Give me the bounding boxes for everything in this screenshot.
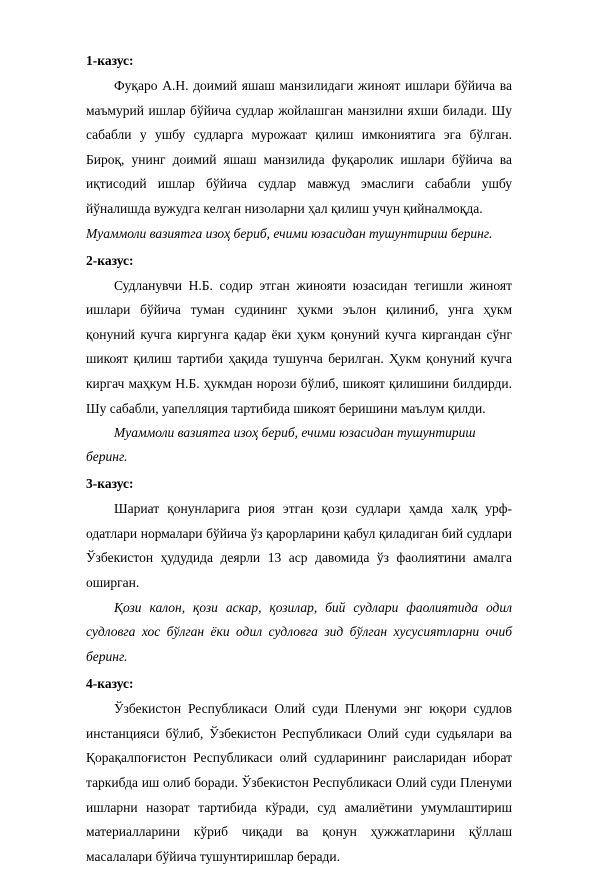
case-title: 3-казус: [86,476,134,492]
document-content [86,52,512,869]
case-2 [86,252,512,470]
case-task: Муаммоли вазиятга изоҳ бериб, ечими юзасидан тушунтириш беринг. [86,225,493,241]
case-3 [86,475,512,669]
case-body: Ўзбекистон Республикаси Олий суди Пленуми энг юқори судлов инстанцияси бўлиб, Ўзбекистон Республикаси Олий суди судьялари ва Қорақалпоғистон Республикаси олий судларининг раисларидан иборат таркибда иш олиб боради. Ўзбекистон Республикаси Олий суди Пленуми ишларни назорат тартибида кўради, суд амалиётини умумлаштириш материалларини кўриб чиқади ва қонун ҳужжатларини қўллаш масалалари бўйича тушунтиришлар беради. [86,701,512,864]
case-title: 1-казус: [86,53,134,68]
case-title: 2-казус: [86,252,134,268]
case-body: Шариат қонунларига риоя этган қози судлари ҳамда халқ урф-одатлари нормалари бўйича ўз қарорларини қабул қиладиган бий судлари Ўзбекистон ҳудудида деярли 13 аср давомида ўз фаолиятини амалга оширган. [86,501,512,590]
case-1 [86,52,512,246]
case-task: Қози калон, қози аскар, қозилар, бий судлари фаолиятида одил судловга хос бўлган ёки одил судловга зид бўлган хусусиятларни очиб беринг. [86,599,512,664]
case-title: 4-казус: [86,676,134,692]
case-body: Судланувчи Н.Б. содир этган жинояти юзасидан тегишли жиноят ишлари бўйича туман судининг ҳукми эълон қилиниб, унга ҳукм қонуний кучга киргунга қадар ёки ҳукм қонуний кучга киргандан сўнг шикоят қилиш тартиби ҳақида тушунча берилган. Ҳукм қонуний кучга киргач маҳкум Н.Б. ҳукмдан норози бўлиб, шикоят қилишини билдирди. Шу сабабли, уапелляция тартибида шикоят беришини маълум қилди. [86,277,512,416]
case-4 [86,675,512,869]
case-body: Фуқаро А.Н. доимий яшаш манзилидаги жиноят ишлари бўйича ва маъмурий ишлар бўйича судлар жойлашган манзилни яхши билади. Шу сабабли у ушбу судларга мурожаат қилиш имкониятига эга бўлган. Бироқ, унинг доимий яшаш манзилида фуқаролик ишлари бўйича ва иқтисодий ишлар бўйича судлар мавжуд эмаслиги сабабли ушбу йўналишда вужудга келган низоларни ҳал қилиш учун қийналмоқда. [86,78,512,216]
case-task: Муаммоли вазиятга изоҳ бериб, ечими юзасидан тушунтириш беринг. [86,425,476,465]
